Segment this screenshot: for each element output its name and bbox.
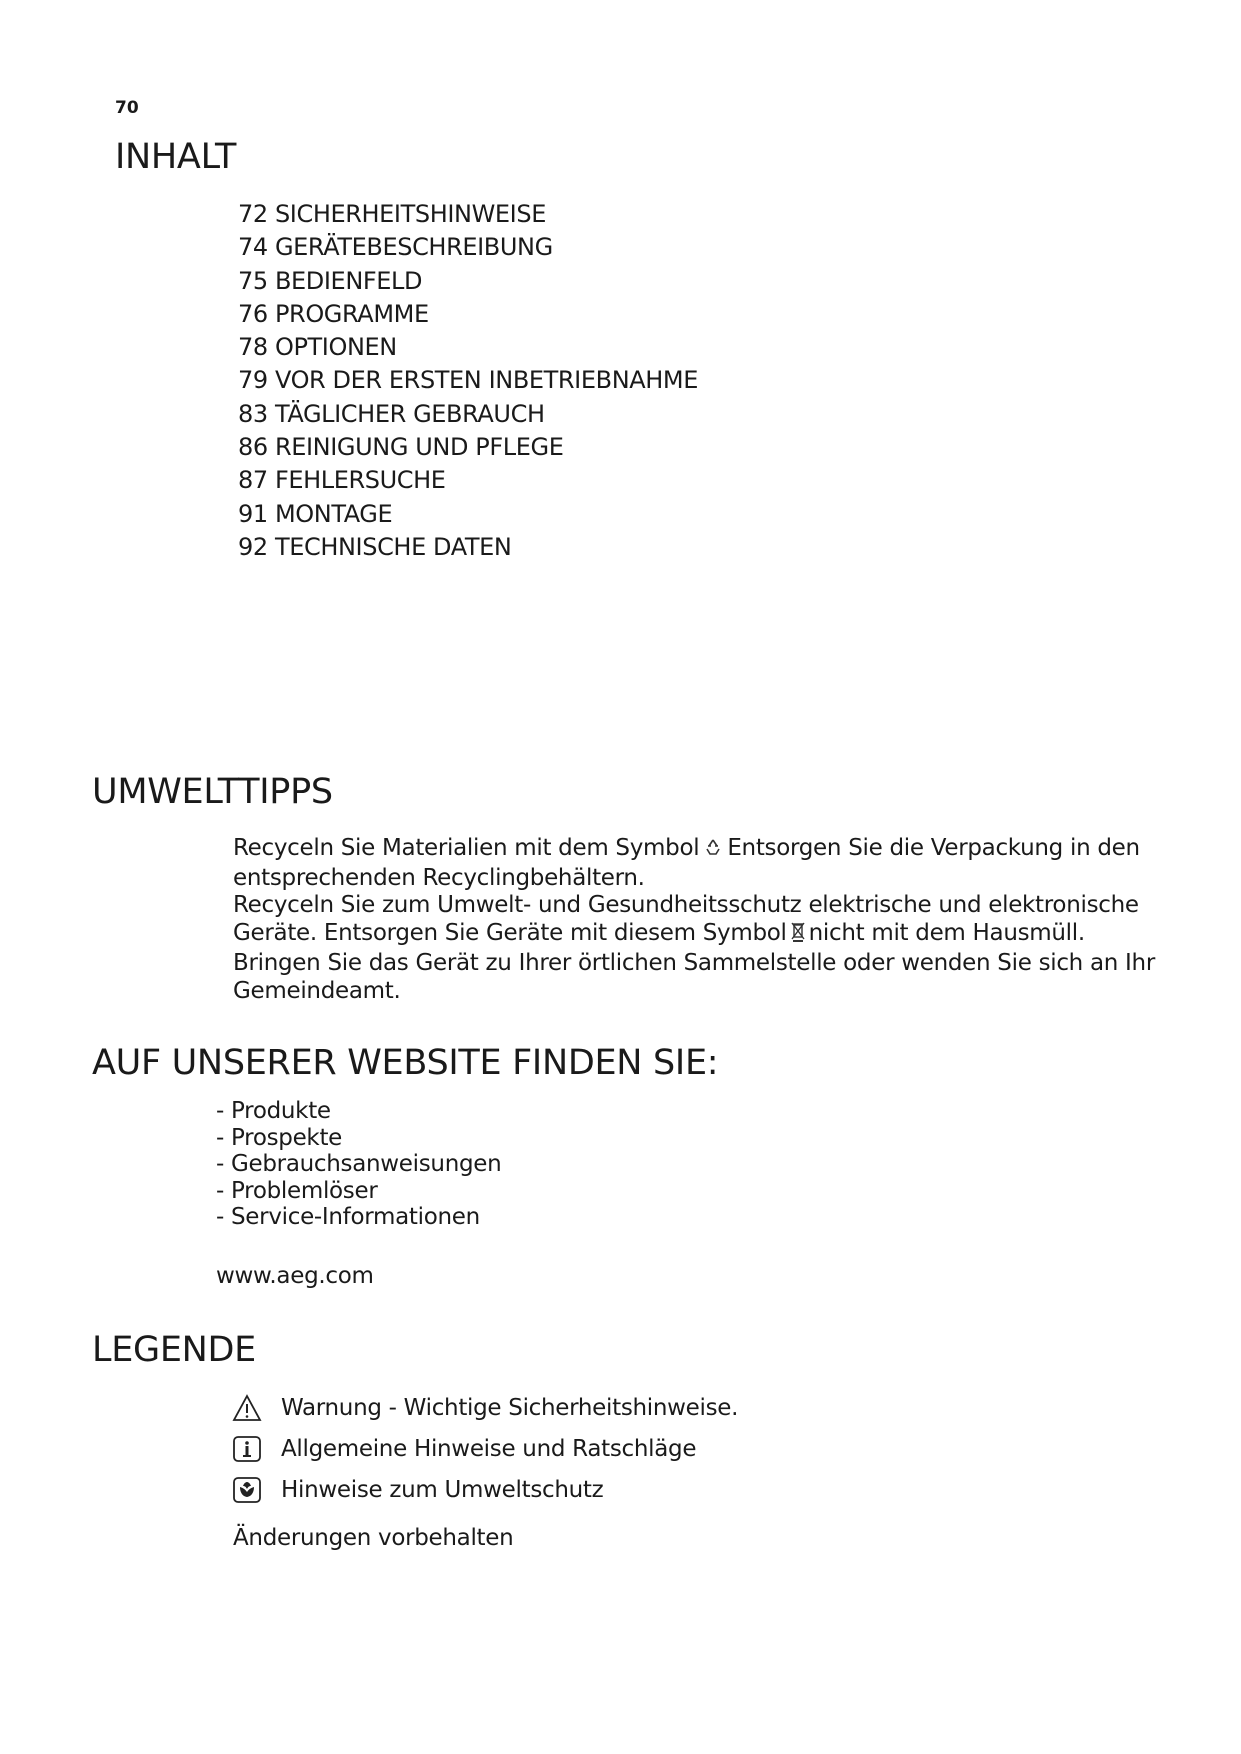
table-of-contents bbox=[238, 198, 698, 564]
legend-item: Warnung - Wichtige Sicherheitshinweise. bbox=[230, 1391, 738, 1425]
environment-icon bbox=[230, 1474, 264, 1506]
toc-item: 83 TÄGLICHER GEBRAUCH bbox=[238, 399, 545, 428]
website-url[interactable]: www.aeg.com bbox=[216, 1263, 374, 1289]
legend-item: Hinweise zum Umweltschutz bbox=[230, 1473, 603, 1507]
toc-item: 86 REINIGUNG UND PFLEGE bbox=[238, 433, 564, 462]
toc-item: 79 VOR DER ERSTEN INBETRIEBNAHME bbox=[238, 366, 698, 395]
website-heading: AUF UNSERER WEBSITE FINDEN SIE: bbox=[92, 1043, 719, 1083]
toc-item: 72 SICHERHEITSHINWEISE bbox=[238, 200, 546, 228]
legend-item: Allgemeine Hinweise und Ratschläge bbox=[230, 1432, 696, 1466]
list-item: - Service-Informationen bbox=[216, 1204, 480, 1230]
umwelttipps-paragraph: Recyceln Sie Materialien mit dem Symbol Entsorgen Sie die Verpackung in den entsprechenden Recyclingbehältern. Recyceln Sie zum Umwelt- und Gesundheitsschutz elektrische und elektronische Geräte. Entsorgen Sie Geräte mit diesem Symbol nicht mit dem Hausmüll. Bringen Sie das Gerät zu Ihrer örtlichen Sammelstelle oder wenden Sie sich an Ihr Gemeindeamt. bbox=[233, 835, 1155, 1004]
toc-item: 91 MONTAGE bbox=[238, 499, 393, 528]
list-item: - Prospekte bbox=[216, 1124, 343, 1151]
crossed-bin-icon bbox=[791, 920, 805, 950]
toc-item: 78 OPTIONEN bbox=[238, 333, 397, 362]
toc-item: 74 GERÄTEBESCHREIBUNG bbox=[238, 233, 553, 262]
website-list bbox=[216, 1098, 501, 1231]
footer-note: Änderungen vorbehalten bbox=[233, 1525, 514, 1551]
umwelttipps-heading: UMWELTTIPPS bbox=[92, 772, 333, 812]
umwelttipps-line: Geräte. Entsorgen Sie Geräte mit diesem Symbol nicht mit dem Hausmüll. bbox=[233, 920, 1155, 950]
page-number: 70 bbox=[115, 98, 139, 118]
list-item: - Gebrauchsanweisungen bbox=[216, 1151, 502, 1177]
toc-item: 87 FEHLERSUCHE bbox=[238, 466, 446, 495]
info-icon bbox=[230, 1433, 264, 1465]
toc-item: 75 BEDIENFELD bbox=[238, 266, 423, 295]
inhalt-heading: INHALT bbox=[115, 137, 237, 177]
toc-item: 92 TECHNISCHE DATEN bbox=[238, 532, 512, 561]
list-item: - Produkte bbox=[216, 1098, 331, 1124]
recycling-icon bbox=[703, 837, 723, 865]
legende-heading: LEGENDE bbox=[92, 1330, 256, 1370]
list-item: - Problemlöser bbox=[216, 1177, 378, 1204]
toc-item: 76 PROGRAMME bbox=[238, 299, 429, 328]
warning-triangle-icon bbox=[230, 1392, 264, 1424]
umwelttipps-line: Recyceln Sie Materialien mit dem Symbol Entsorgen Sie die Verpackung in den bbox=[233, 835, 1155, 865]
